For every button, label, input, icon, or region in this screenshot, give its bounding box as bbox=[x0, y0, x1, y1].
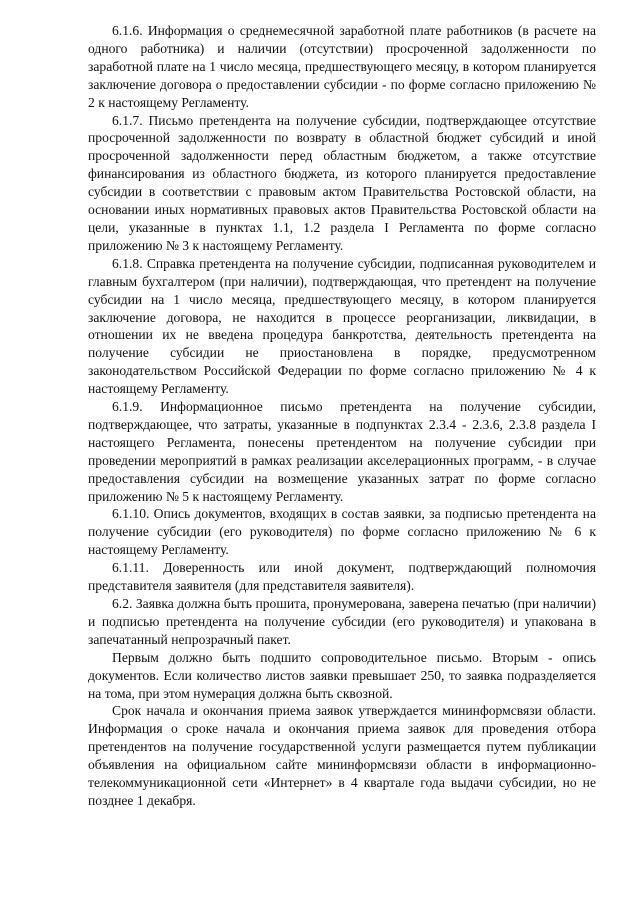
paragraph-6-1-7: 6.1.7. Письмо претендента на получение субсидии, подтверждающее отсутствие просроченной задолженности по возврату в областной бюджет субсидий и иной просроченной задолженности перед областным бюджетом, а также отсутствие финансирования из областного бюджета, из которого планируется предоставление субсидии в соответствии с правовым актом Правительства Ростовской области, на основании иных нормативных правовых актов Правительства Ростовской области на цели, указанные в пунктах 1.1, 1.2 раздела I Регламента по форме согласно приложению № 3 к настоящему Регламенту. bbox=[88, 112, 596, 253]
paragraph-6-2: 6.2. Заявка должна быть прошита, пронумерована, заверена печатью (при наличии) и подписью претендента на получение субсидии (его руководителя) и упакована в запечатанный непрозрачный пакет. bbox=[88, 596, 596, 647]
paragraph-submission-period: Срок начала и окончания приема заявок утверждается мининформсвязи области. Информация о сроке начала и окончания приема заявок для проведения отбора претендентов на получение государственной услуги размещается путем публикации объявления на официальном сайте мининформсвязи области в информационно-телекоммуникационной сети «Интернет» в 4 квартале года выдачи субсидии, но не позднее 1 декабря. bbox=[88, 703, 596, 808]
paragraph-6-1-11: 6.1.11. Доверенность или иной документ, подтверждающий полномочия представителя заявителя (для представителя заявителя). bbox=[88, 560, 596, 594]
document-page bbox=[88, 22, 596, 810]
paragraph-6-1-10: 6.1.10. Опись документов, входящих в состав заявки, за подписью претендента на получение субсидии (его руководителя) по форме согласно приложению № 6 к настоящему Регламенту. bbox=[88, 506, 596, 558]
paragraph-binding-order: Первым должно быть подшито сопроводительное письмо. Вторым - опись документов. Если количество листов заявки превышает 250, то заявка подразделяется на тома, при этом нумерация должна быть сквозной. bbox=[88, 649, 596, 701]
paragraph-6-1-9: 6.1.9. Информационное письмо претендента на получение субсидии, подтверждающее, что затраты, указанные в подпунктах 2.3.4 - 2.3.6, 2.3.8 раздела I настоящего Регламента, понесены претендентом на получение субсидии при проведении мероприятий в рамках реализации акселерационных программ, - в случае предоставления субсидии на возмещение указанных затрат по форме согласно приложению № 5 к настоящему Регламенту. bbox=[88, 399, 596, 504]
paragraph-6-1-8: 6.1.8. Справка претендента на получение субсидии, подписанная руководителем и главным бухгалтером (при наличии), подтверждающая, что претендент на получение субсидии на 1 число месяца, предшествующего месяцу, в котором планируется заключение договора, не находится в процессе реорганизации, ликвидации, в отношении их не введена процедура банкротства, деятельность претендента на получение субсидии не приостановлена в порядке, предусмотренном законодательством Российской Федерации по форме согласно приложению № 4 к настоящему Регламенту. bbox=[88, 255, 596, 397]
paragraph-6-1-6: 6.1.6. Информация о среднемесячной заработной плате работников (в расчете на одного работника) и наличии (отсутствии) просроченной задолженности по заработной плате на 1 число месяца, предшествующего месяцу, в котором планируется заключение договора о предоставлении субсидии - по форме согласно приложению № 2 к настоящему Регламенту. bbox=[88, 23, 596, 110]
